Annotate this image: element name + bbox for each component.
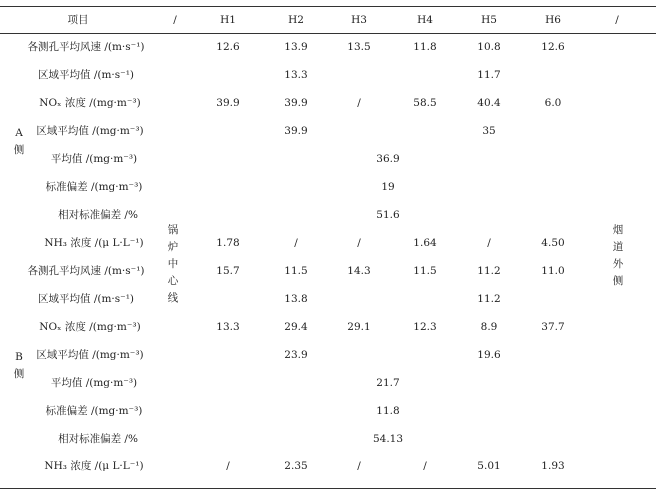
header-h2: H2 [288, 14, 304, 26]
header-h3: H3 [351, 14, 367, 26]
flue-outer-side-label: 烟道外侧 [612, 224, 624, 287]
cell-value-h2: 29.4 [284, 321, 308, 333]
cell-value-h5: 10.8 [477, 41, 501, 53]
cell-value-h5: 5.01 [477, 460, 501, 472]
header-item: 项目 [67, 14, 89, 26]
row-label: NOₓ 浓度 /(mg·m⁻³) [39, 321, 141, 333]
cell-value-h2: 13.3 [284, 69, 308, 81]
row-label: NH₃ 浓度 /(μ L·L⁻¹) [44, 460, 144, 472]
cell-value-h2: 13.9 [284, 41, 308, 53]
header-h6: H6 [545, 14, 561, 26]
cell-value-h3: 29.1 [347, 321, 371, 333]
cell-value-h3: / [357, 460, 361, 472]
cell-value-mid: 36.9 [376, 153, 400, 165]
cell-value-h2: 13.8 [284, 293, 308, 305]
cell-value-h1: 12.6 [216, 41, 240, 53]
cell-value-h2: / [294, 237, 298, 249]
row-label: 平均值 /(mg·m⁻³) [50, 377, 138, 389]
cell-value-h3: / [357, 97, 361, 109]
cell-value-mid: 54.13 [372, 433, 404, 445]
row-label: 相对标准偏差 /% [58, 209, 138, 221]
cell-value-h3: 13.5 [347, 41, 371, 53]
side-label-a: A 侧 [13, 127, 25, 156]
cell-value-h4: 12.3 [413, 321, 437, 333]
row-label: 区域平均值 /(m·s⁻¹) [37, 69, 135, 81]
cell-value-h5: 11.2 [477, 293, 501, 305]
cell-value-h2: 2.35 [284, 460, 308, 472]
cell-value-h2: 39.9 [284, 125, 308, 137]
header-h1: H1 [220, 14, 236, 26]
cell-value-h1: 39.9 [216, 97, 240, 109]
cell-value-h1: / [226, 460, 230, 472]
cell-value-h5: 8.9 [480, 321, 498, 333]
row-label: 相对标准偏差 /% [58, 433, 138, 445]
cell-value-mid: 51.6 [376, 209, 400, 221]
row-label: 区域平均值 /(mg·m⁻³) [36, 125, 144, 137]
cell-value-h5: 35 [482, 125, 496, 137]
cell-value-h6: 4.50 [541, 237, 565, 249]
cell-value-h4: 11.5 [413, 265, 437, 277]
table-top-rule [0, 6, 656, 7]
cell-value-h5: 11.7 [477, 69, 501, 81]
row-label: NH₃ 浓度 /(μ L·L⁻¹) [44, 237, 144, 249]
cell-value-h5: 11.2 [477, 265, 501, 277]
cell-value-h3: 14.3 [347, 265, 371, 277]
row-label: 标准偏差 /(mg·m⁻³) [45, 181, 143, 193]
row-label: 区域平均值 /(mg·m⁻³) [36, 349, 144, 361]
cell-value-h4: 11.8 [413, 41, 437, 53]
cell-value-h1: 15.7 [216, 265, 240, 277]
cell-value-h6: 6.0 [544, 97, 562, 109]
header-h4: H4 [417, 14, 433, 26]
row-label: 各测孔平均风速 /(m·s⁻¹) [27, 41, 145, 53]
side-label-b: B 侧 [13, 351, 25, 380]
cell-value-mid: 11.8 [376, 405, 400, 417]
row-label: 各测孔平均风速 /(m·s⁻¹) [27, 265, 145, 277]
cell-value-h4: 1.64 [413, 237, 437, 249]
boiler-centerline-label: 锅炉中心线 [167, 224, 179, 304]
header-h5: H5 [481, 14, 497, 26]
cell-value-h2: 11.5 [284, 265, 308, 277]
table-bottom-rule [0, 488, 656, 489]
cell-value-h3: / [357, 237, 361, 249]
cell-value-h4: 58.5 [413, 97, 437, 109]
cell-value-h1: 1.78 [216, 237, 240, 249]
row-label: 标准偏差 /(mg·m⁻³) [45, 405, 143, 417]
cell-value-h5: 19.6 [477, 349, 501, 361]
row-label: 区域平均值 /(m·s⁻¹) [37, 293, 135, 305]
cell-value-mid: 21.7 [376, 377, 400, 389]
cell-value-h5: / [487, 237, 491, 249]
cell-value-h5: 40.4 [477, 97, 501, 109]
cell-value-h6: 12.6 [541, 41, 565, 53]
row-label: 平均值 /(mg·m⁻³) [50, 153, 138, 165]
header-slash: / [173, 14, 177, 26]
cell-value-h6: 1.93 [541, 460, 565, 472]
cell-value-h1: 13.3 [216, 321, 240, 333]
cell-value-h2: 23.9 [284, 349, 308, 361]
row-label: NOₓ 浓度 /(mg·m⁻³) [39, 97, 141, 109]
cell-value-h4: / [423, 460, 427, 472]
cell-value-h6: 37.7 [541, 321, 565, 333]
cell-value-mid: 19 [381, 181, 395, 193]
header-slash-right: / [615, 14, 619, 26]
table-header-rule [0, 33, 656, 34]
cell-value-h2: 39.9 [284, 97, 308, 109]
cell-value-h6: 11.0 [541, 265, 565, 277]
